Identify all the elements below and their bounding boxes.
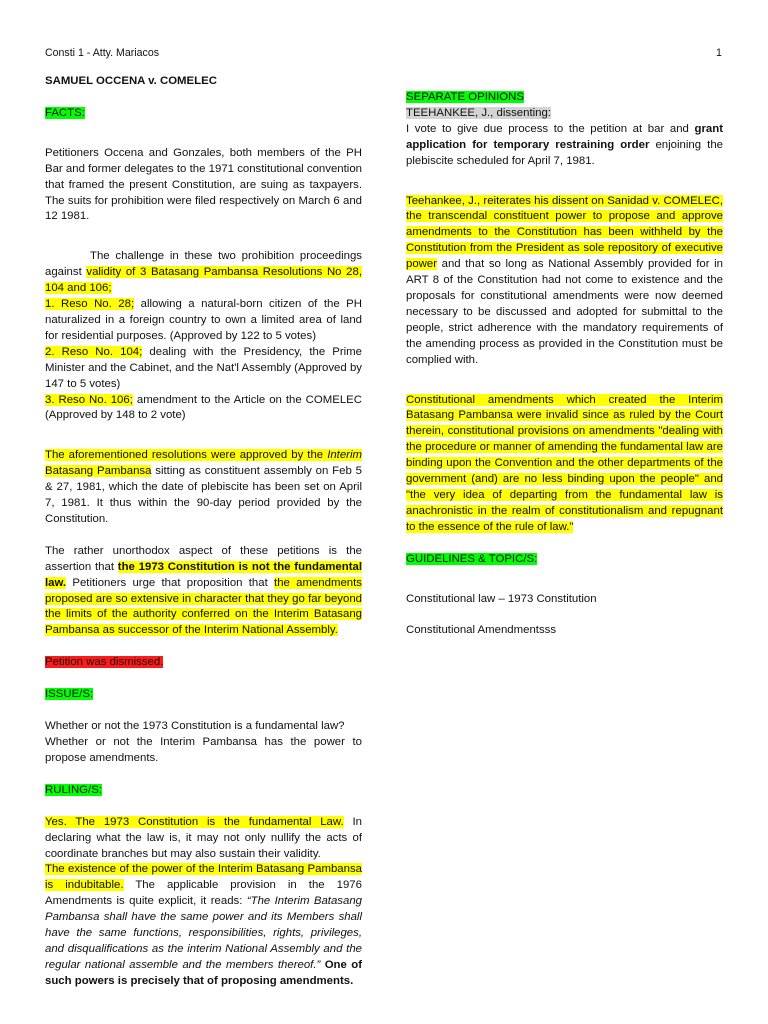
teehankee-label: TEEHANKEE, J., dissenting: [406,106,551,119]
page-number: 1 [716,47,722,59]
running-header: Consti 1 - Atty. Mariacos [45,47,160,59]
topic-1: Constitutional law – 1973 Constitution [406,592,597,605]
vote-paragraph: I vote to give due process to the petition at bar and grant application for temporary restraining order enjoining the plebiscite scheduled for April 7, 1981. [406,122,723,167]
facts-heading: FACTS: [45,106,85,119]
resolution-28: 1. Reso No. 28; allowing a natural-born citizen of the PH naturalized in a foreign country to own a limited area of land for residential purposes. (Approved by 122 to 5 votes) [45,298,362,342]
challenge-paragraph: The challenge in these two prohibition proceedings against validity of 3 Batasang Pambansa Resolutions No 28, 104 and 106; [45,250,362,295]
resolution-104: 2. Reso No. 104; dealing with the Presidency, the Prime Minister and the Cabinet, and the Nat'l Assembly (Approved by 147 to 5 votes) [45,345,363,390]
separate-opinions-heading: SEPARATE OPINIONS [406,91,524,103]
ruling-heading: RULING/S: [45,783,102,796]
left-column [45,74,362,990]
approved-paragraph: The aforementioned resolutions were approved by the Interim Batasang Pambansa sitting as constituent assembly on Feb 5 & 27, 1981, which the date of plebiscite has been set on April 7, 1981. It thus within the 90-day period provided by the Constitution. [45,449,362,525]
issue-2: Whether or not the Interim Pambansa has the power to propose amendments. [45,736,362,764]
facts-paragraph: Petitioners Occena and Gonzales, both members of the PH Bar and former delegates to the 1971 constitutional convention that framed the present Constitution, are suing as taxpayers. The suits for prohibition were filed respectively on March 6 and 12 1981. [45,146,362,223]
resolution-106: 3. Reso No. 106; amendment to the Article on the COMELEC (Approved by 148 to 2 vote) [45,393,362,422]
topic-2: Constitutional Amendmentsss [406,624,557,637]
right-column [406,90,723,639]
ruling-paragraph: Yes. The 1973 Constitution is the fundamental Law. In declaring what the law is, it may not only nullify the acts of coordinate branches but may also sustain their validity. [45,815,363,860]
reiterate-paragraph: Teehankee, J., reiterates his dissent on Sanidad v. COMELEC, the transcendal constituent power to propose and approve amendments to the Constitution has been withheld by the Constitution from the President as sole repository of executive power and that so long as National Assembly provided for in ART 8 of the Constitution had not come to existence and the proposals for constitutional amendments were now deemed necessary to be discussed and adopted for submittal to the people, strict adherence with the mandatory requirements of the amending process as provided in the Constitution must be complied with. [406,194,723,366]
issue-1: Whether or not the 1973 Constitution is a fundamental law? [45,720,345,733]
case-title: SAMUEL OCCENA v. COMELEC [45,75,217,87]
dismissed-note: Petition was dismissed. [45,656,164,669]
unorthodox-paragraph: The rather unorthodox aspect of these petitions is the assertion that the 1973 Constitution is not the fundamental law. Petitioners urge that proposition that the amendments proposed are so extensive in character that they go far beyond the limits of the authority conferred on the Interim Batasang Pambansa as successor of the Interim National Assembly. [45,544,362,637]
existence-paragraph: The existence of the power of the Interim Batasang Pambansa is indubitable. The applicable provision in the 1976 Amendments is quite explicit, it reads: “The Interim Batasang Pambansa shall have the same power and its Members shall have the same functions, responsibilities, rights, privileges, and disqualifications as the interim National Assembly and the regular national assemble and the members thereof.” One of such powers is precisely that of proposing amendments. [45,863,362,987]
interim-invalid-paragraph: Constitutional amendments which created the Interim Batasang Pambansa were invalid since as ruled by the Court therein, constitutional provisions on amendments "dealing with the procedure or manner of amending the fundamental law are binding upon the Convention and the other departments of the government (and) are no less binding upon the people" and "the very idea of departing from the fundamental law is anachronistic in the realm of constitutionalism and repugnant to the essence of the rule of law." [406,393,723,533]
guidelines-heading: GUIDELINES & TOPIC/S: [406,552,538,565]
issue-heading: ISSUE/S: [45,688,94,701]
